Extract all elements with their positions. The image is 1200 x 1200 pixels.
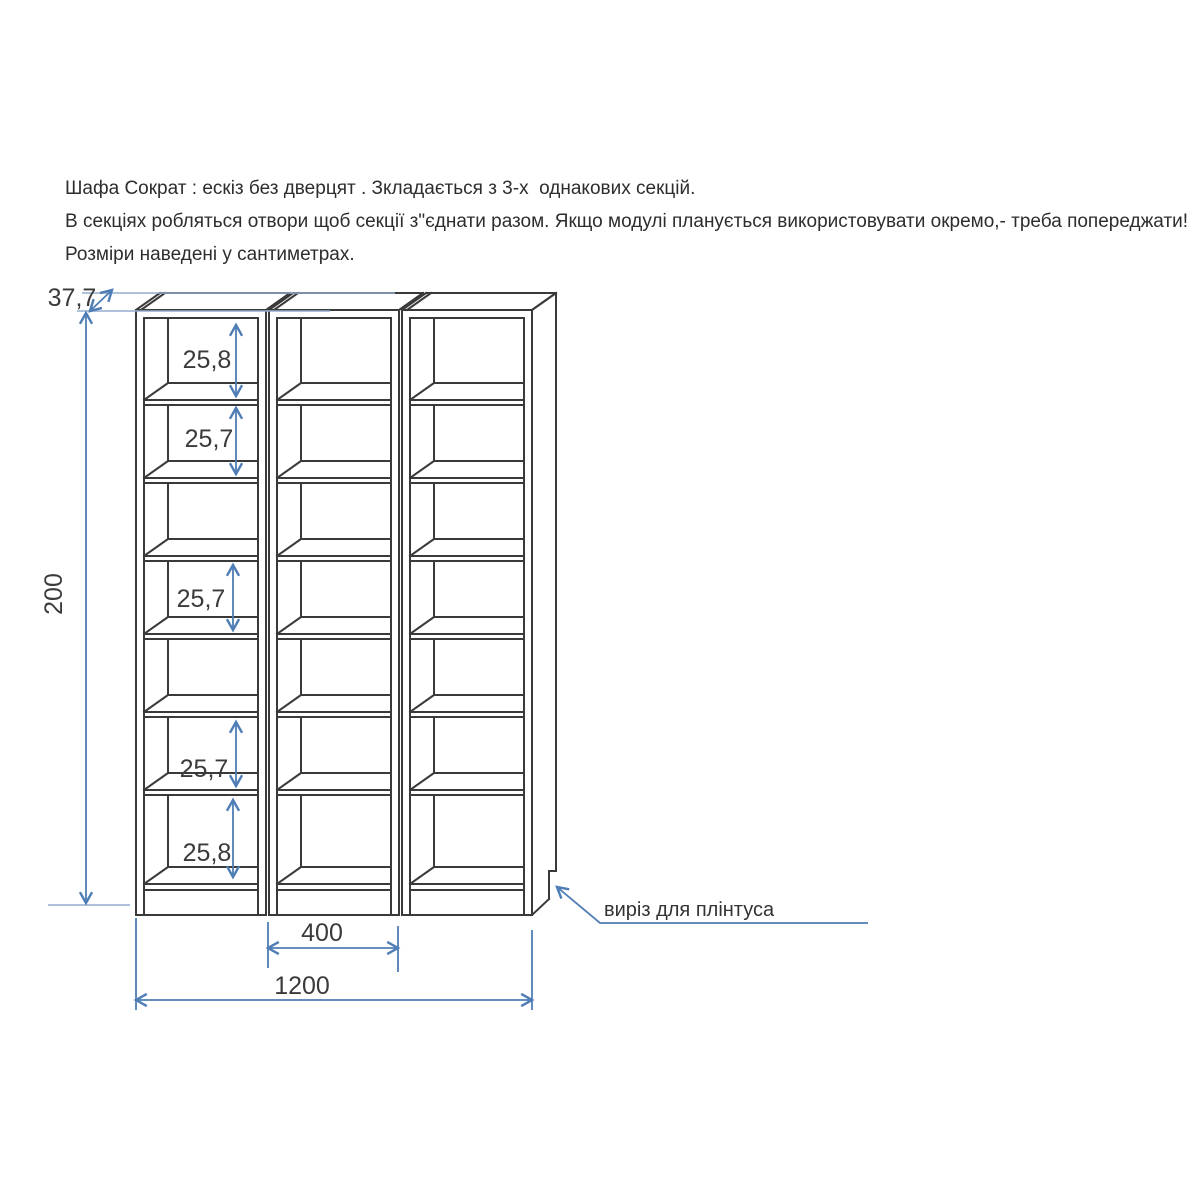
section-width-label: 400 bbox=[301, 919, 343, 947]
note-line-1: Шафа Сократ : ескіз без дверцят . Зкладається з 3-х однакових секцій. bbox=[65, 178, 696, 199]
compartment2-label: 25,7 bbox=[184, 425, 234, 453]
compartment7-label: 25,8 bbox=[182, 839, 232, 867]
dimension-labels bbox=[40, 284, 775, 1000]
total-width-label: 1200 bbox=[274, 972, 330, 1000]
side-panel-with-notch bbox=[532, 293, 556, 915]
dimension-arrows bbox=[86, 290, 868, 1000]
note-line-2: В секціях робляться отвори щоб секції з"єднати разом. Якщо модулі планується використовувати окремо,- треба попереджати! bbox=[65, 211, 1189, 232]
cabinet-section-2 bbox=[269, 293, 423, 915]
plinth-cutout-label: виріз для плінтуса bbox=[604, 899, 775, 921]
note-line-3: Розміри наведені у сантиметрах. bbox=[65, 244, 355, 265]
compartment1-label: 25,8 bbox=[182, 346, 232, 374]
compartment6-label: 25,7 bbox=[179, 755, 229, 783]
cabinet-section-3 bbox=[402, 293, 556, 915]
compartment4-label: 25,7 bbox=[176, 585, 226, 613]
height-dimension-label: 200 bbox=[40, 573, 68, 615]
depth-dimension-label: 37,7 bbox=[47, 284, 97, 312]
